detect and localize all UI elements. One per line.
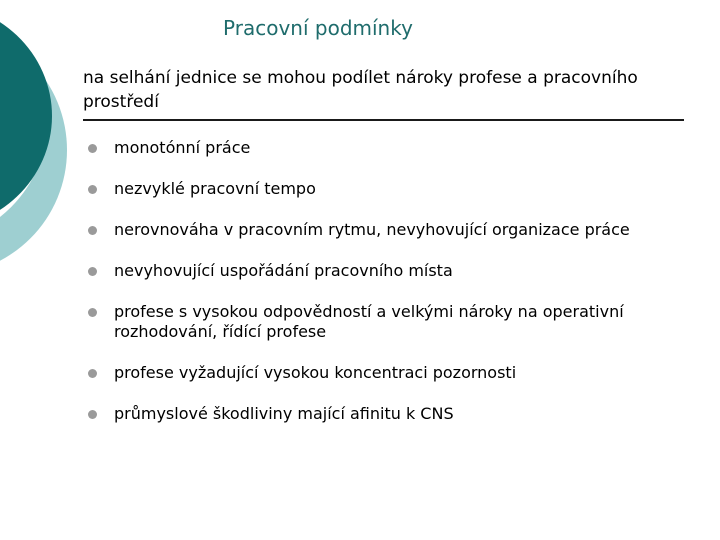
bullet-text: nerovnováha v pracovním rytmu, nevyhovující organizace práce [114,220,630,239]
bullet-item [84,220,684,240]
bullet-dot-icon [88,226,97,235]
bullet-text: průmyslové škodliviny mající afinitu k CNS [114,404,454,423]
bullet-item [84,302,684,342]
bullet-text: nezvyklé pracovní tempo [114,179,316,198]
bullet-dot-icon [88,185,97,194]
bullet-dot-icon [88,144,97,153]
bullet-item [84,138,684,158]
bullet-item [84,363,684,383]
bullet-item [84,261,684,281]
bullet-dot-icon [88,369,97,378]
bullet-dot-icon [88,267,97,276]
bullet-text: profese vyžadující vysokou koncentraci pozornosti [114,363,517,382]
bullet-list [84,138,684,445]
divider-line [83,119,684,121]
slide-title: Pracovní podmínky [223,16,413,40]
bullet-item [84,179,684,199]
bullet-dot-icon [88,308,97,317]
bullet-text: profese s vysokou odpovědností a velkými nároky na operativní rozhodování, řídící profese [114,302,624,341]
slide-subtitle: na selhání jednice se mohou podílet nároky profese a pracovního prostředí [83,68,638,112]
bullet-dot-icon [88,410,97,419]
bullet-item [84,404,684,424]
bullet-text: nevyhovující uspořádání pracovního místa [114,261,453,280]
bullet-text: monotónní práce [114,138,251,157]
